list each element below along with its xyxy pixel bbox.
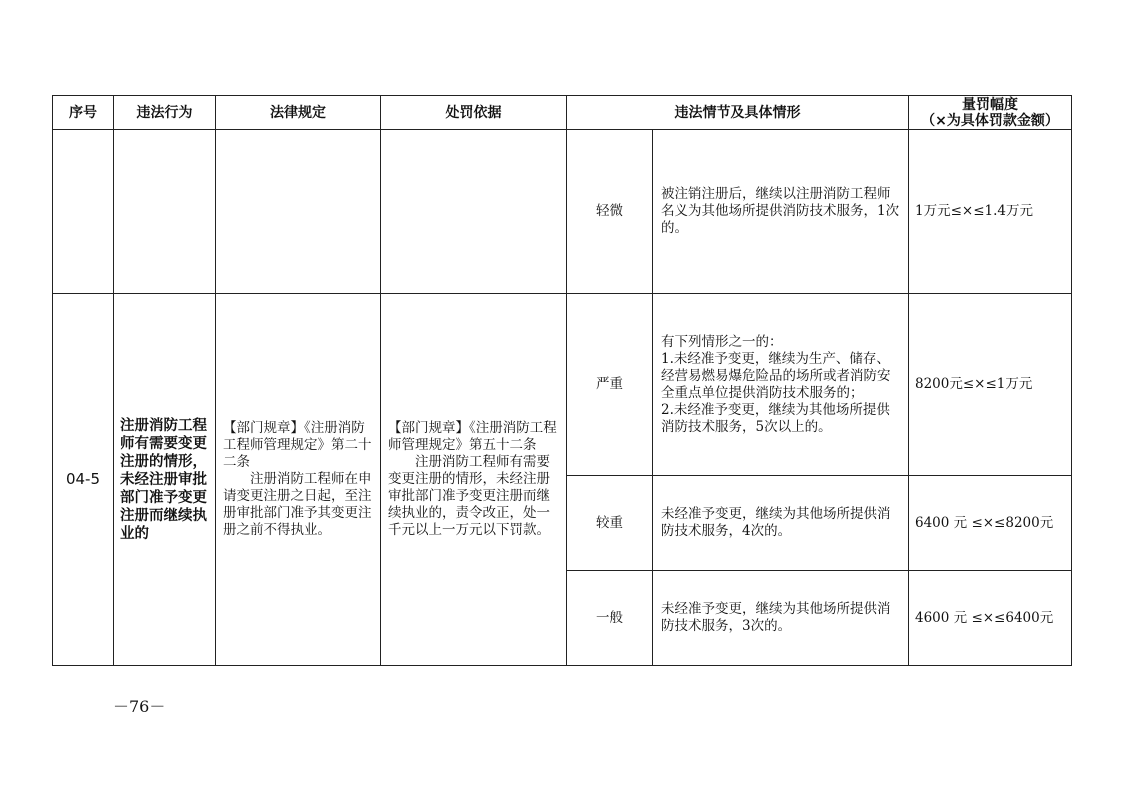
- header-seq-label: 序号: [69, 104, 97, 121]
- level-serious: [566, 475, 653, 571]
- header-seq: [52, 95, 114, 130]
- item-law: [215, 293, 381, 666]
- header-circumstance: [566, 95, 909, 130]
- top-penalty-text: 1万元≤×≤1.4万元: [915, 203, 1033, 219]
- serious-penalty-text: 6400 元 ≤×≤8200元: [915, 514, 1054, 531]
- severe-description-text: 有下列情形之一的： 1.未经准予变更，继续为生产、储存、经营易燃易爆危险品的场所或者消防安全重点单位提供消防技术服务的； 2.未经准予变更，继续为其他场所提供消防技术服务，5次以上的。: [661, 333, 891, 435]
- header-penalty-line1: 量罚幅度: [962, 96, 1018, 113]
- header-penalty: [908, 95, 1072, 130]
- item-law-text: 【部门规章】《注册消防工程师管理规定》第二十二条 注册消防工程师在申请变更注册之日起，至注册审批部门准予其变更注册之前不得执业。: [223, 420, 372, 538]
- item-behavior: [113, 293, 216, 666]
- level-serious-label: 较重: [596, 514, 623, 531]
- level-general-label: 一般: [596, 609, 623, 626]
- top-description: [652, 129, 909, 294]
- header-law: [215, 95, 381, 130]
- level-severe: [566, 293, 653, 476]
- header-behavior-label: 违法行为: [136, 104, 193, 121]
- header-basis: [380, 95, 567, 130]
- top-penalty: [908, 129, 1072, 294]
- top-empty-behavior: [113, 129, 216, 294]
- general-penalty-text: 4600 元 ≤×≤6400元: [915, 609, 1054, 626]
- general-description: [652, 570, 909, 666]
- top-level: [566, 129, 653, 294]
- item-basis-text: 【部门规章】《注册消防工程师管理规定》第五十二条 注册消防工程师有需要变更注册的情形，未经注册审批部门准予变更注册而继续执业的，责令改正，处一千元以上一万元以下罚款。: [388, 420, 557, 538]
- item-basis: [380, 293, 567, 666]
- level-severe-label: 严重: [596, 376, 623, 392]
- penalty-table: [52, 95, 1072, 666]
- item-seq-label: 04-5: [65, 470, 101, 488]
- top-empty-basis: [380, 129, 567, 294]
- level-general: [566, 570, 653, 666]
- severe-penalty-text: 8200元≤×≤1万元: [915, 376, 1033, 392]
- header-behavior: [113, 95, 216, 130]
- top-description-text: 被注销注册后，继续以注册消防工程师名义为其他场所提供消防技术服务，1次的。: [661, 186, 900, 236]
- header-basis-label: 处罚依据: [445, 104, 502, 121]
- severe-penalty: [908, 293, 1072, 476]
- page-number: －76－: [113, 697, 166, 716]
- top-empty-law: [215, 129, 381, 294]
- item-seq: [52, 293, 114, 666]
- general-penalty: [908, 570, 1072, 666]
- header-circumstance-label: 违法情节及具体情形: [674, 104, 801, 121]
- header-penalty-line2: （×为具体罚款金额）: [921, 112, 1059, 129]
- serious-penalty: [908, 475, 1072, 571]
- serious-description-text: 未经准予变更，继续为其他场所提供消防技术服务，4次的。: [661, 506, 891, 539]
- item-behavior-text: 注册消防工程师有需要变更注册的情形，未经注册审批部门准予变更注册而继续执业的: [120, 417, 207, 542]
- top-empty-seq: [52, 129, 114, 294]
- header-law-label: 法律规定: [270, 104, 326, 121]
- serious-description: [652, 475, 909, 571]
- severe-description: [652, 293, 909, 476]
- top-level-label: 轻微: [596, 203, 623, 219]
- general-description-text: 未经准予变更，继续为其他场所提供消防技术服务，3次的。: [661, 601, 891, 634]
